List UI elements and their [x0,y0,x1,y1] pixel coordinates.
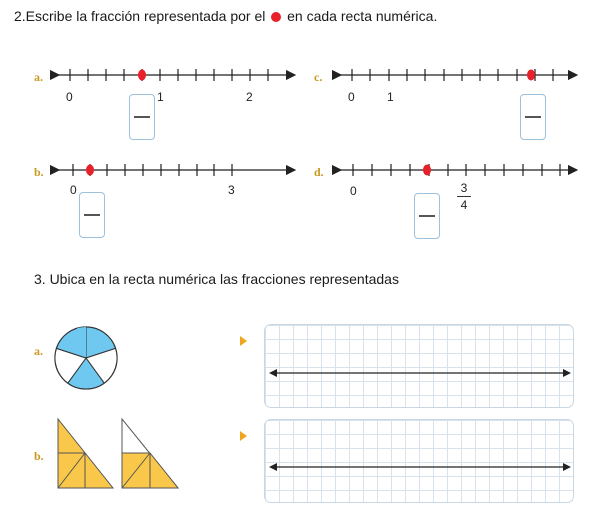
answer-grid-b[interactable] [264,419,574,503]
fraction-bar [419,215,435,217]
item-letter-3b: b. [34,449,44,463]
grid-number-line-b [265,420,575,504]
number-line-a [55,69,291,81]
item-letter-d: d. [314,165,324,179]
point-marker-c [527,70,535,81]
fraction-denominator: 4 [460,198,468,212]
circle-fraction-a [55,327,117,389]
fraction-bar [134,116,150,118]
line-d-fraction-label [457,181,471,212]
item-letter-b: b. [34,165,44,179]
line-c-label-1: 1 [387,90,394,104]
section2-title-end: en cada recta numérica. [287,8,438,24]
item-letter-3a: a. [34,344,43,358]
fraction-numerator: 3 [460,181,468,195]
item-letter-c: c. [314,70,323,84]
item-letter-a: a. [34,70,43,84]
triangle-fraction-b-2 [122,419,178,488]
answer-box-a[interactable] [129,94,155,140]
pointer-arrow-icon [240,431,247,441]
section3-title: 3. Ubica en la recta numérica las fracciones representadas [34,271,399,287]
answer-grid-a[interactable] [264,324,574,408]
line-c-label-0: 0 [348,90,355,104]
fraction-bar [84,214,100,216]
line-a-label-0: 0 [66,90,73,104]
fraction-bar [457,196,471,197]
line-b-label-3: 3 [228,183,235,197]
answer-box-b[interactable] [79,192,105,238]
grid-number-line-a [265,325,575,409]
point-marker-a [138,70,146,81]
point-marker-d [423,165,431,176]
fraction-bar [525,116,541,118]
line-d-label-0: 0 [350,184,357,198]
triangle-fraction-b-1 [58,419,113,488]
line-a-label-2: 2 [246,90,253,104]
number-line-c [337,69,573,81]
line-a-label-1: 1 [157,90,164,104]
point-marker-b [86,165,94,176]
answer-box-d[interactable] [414,193,440,239]
section2-title-start: 2.Escribe la fracción representada por el [14,8,266,24]
number-line-d [337,164,573,176]
line-b-label-0: 0 [70,183,77,197]
answer-box-c[interactable] [520,94,546,140]
pointer-arrow-icon [240,336,247,346]
number-line-b [55,164,291,176]
